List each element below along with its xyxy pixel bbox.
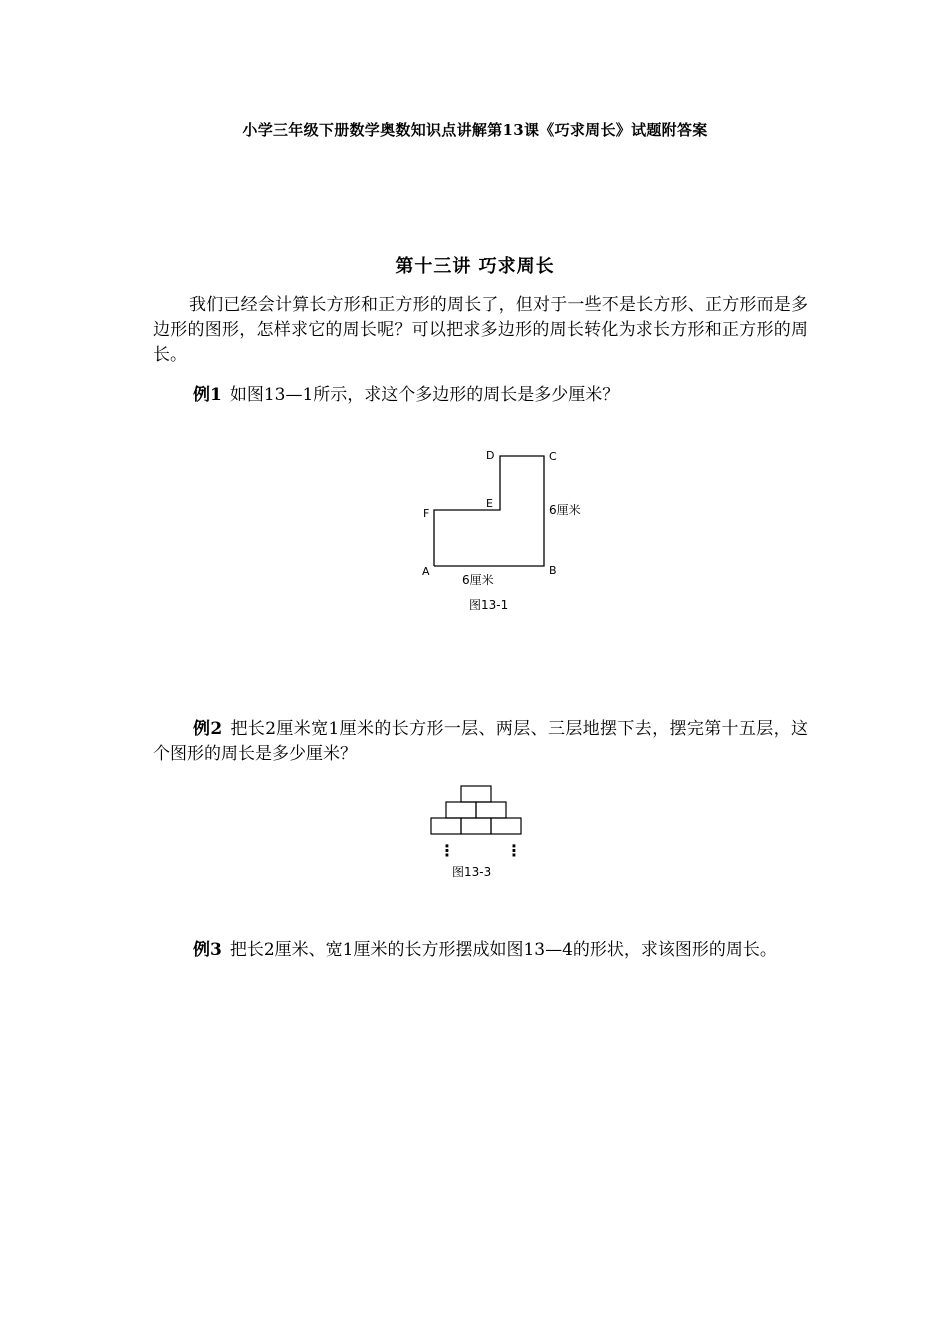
brick-row3-2: [461, 818, 491, 834]
polygon-outline: [434, 456, 544, 566]
figure-13-1-caption: 图13-1: [469, 598, 509, 612]
intro-paragraph: 我们已经会计算长方形和正方形的周长了，但对于一些不是长方形、正方形而是多边形的图形，怎样求它的周长呢？可以把求多边形的周长转化为求长方形和正方形的周长。: [153, 295, 808, 365]
label-c: C: [549, 450, 557, 463]
document-title: 小学三年级下册数学奥数知识点讲解第13课《巧求周长》试题附答案: [242, 121, 708, 139]
brick-row2-2: [476, 802, 506, 818]
brick-row3-3: [491, 818, 521, 834]
continuation-dots-right: ⋮: [506, 841, 522, 860]
label-b: B: [549, 564, 557, 577]
example-2: [153, 717, 808, 767]
example-2-text: 把长2厘米宽1厘米的长方形一层、两层、三层地摆下去，摆完第十五层，这个图形的周长是多少厘米？: [153, 719, 808, 764]
lecture-title: 第十三讲 巧求周长: [395, 256, 555, 277]
label-e: E: [486, 497, 493, 510]
example-1-text: 如图13—1所示，求这个多边形的周长是多少厘米？: [229, 385, 620, 405]
figure-13-3: [420, 780, 535, 885]
example-3-text: 把长2厘米、宽1厘米的长方形摆成如图13—4的形状，求该图形的周长。: [229, 940, 777, 960]
figure-13-1: [410, 443, 600, 618]
continuation-dots-left: ⋮: [439, 841, 455, 860]
figure-13-3-caption: 图13-3: [452, 865, 492, 879]
label-side-length: 6厘米: [549, 503, 581, 517]
brick-row3-1: [431, 818, 461, 834]
example-1-label: 例1: [193, 385, 222, 405]
label-bottom-length: 6厘米: [462, 573, 494, 587]
brick-row2-1: [446, 802, 476, 818]
label-d: D: [486, 449, 495, 462]
example-1: [153, 383, 808, 408]
example-2-label: 例2: [193, 719, 223, 739]
label-f: F: [423, 507, 430, 520]
label-a: A: [422, 565, 430, 578]
example-3-label: 例3: [193, 940, 222, 960]
example-3: [153, 938, 808, 963]
brick-row1-1: [461, 786, 491, 802]
